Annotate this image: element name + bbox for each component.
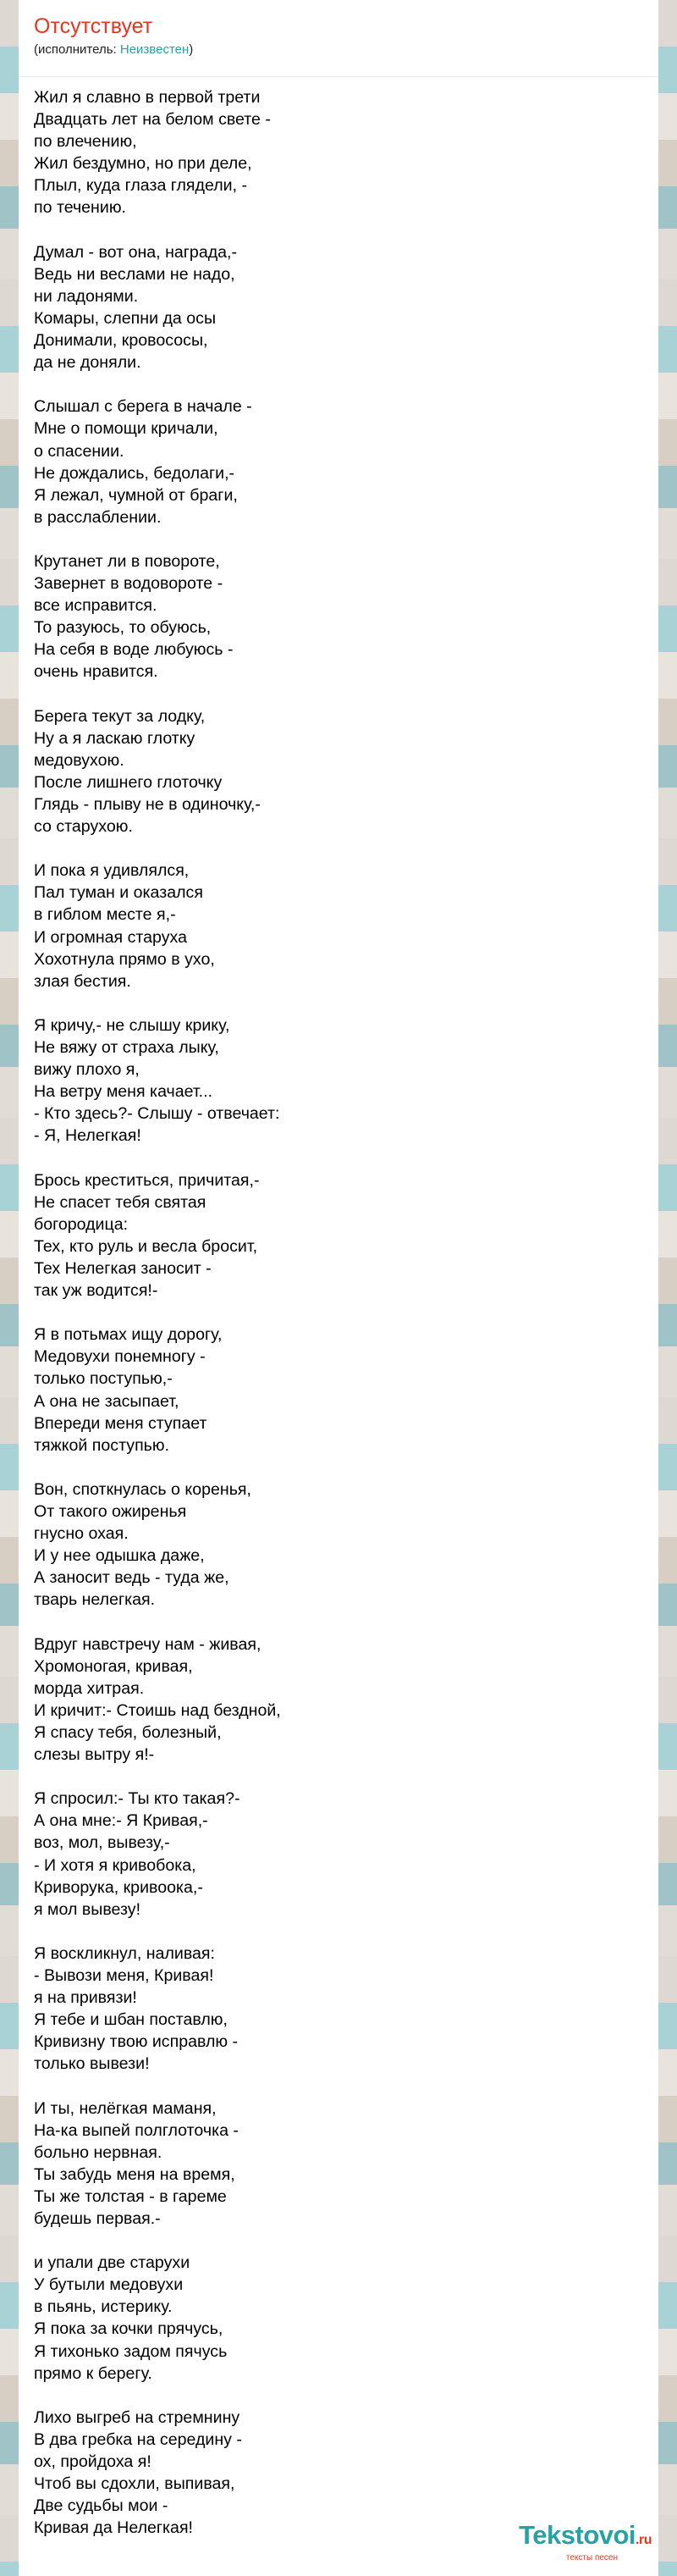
logo-tagline: тексты песен xyxy=(565,2553,618,2562)
song-title: Отсутствует xyxy=(34,14,153,38)
lyrics-text: Жил я славно в первой трети Двадцать лет на белом свете - по влечению, Жил бездумно, но при деле, Плыл, куда глаза глядели, - по течению. Думал - вот она, награда,- Ведь ни веслами не надо, ни ладонями. Комары, слепни да осы Донимали, кровососы, да не доняли. Слышал с берега в начале - Мне о помощи кричали, о спасении. Не дождались, бедолаги,- Я лежал, чумной от браги, в расслаблении. Крутанет ли в повороте, Завернет в водовороте - все исправится. То разуюсь, то обуюсь, На себя в воде любуюсь - очень нравится. Берега текут за лодку, Ну а я ласкаю глотку медовухою. После лишнего глоточку Глядь - плыву не в одиночку,- со старухою. И пока я удивлялся, Пал туман и оказался в гиблом месте я,- И огромная старуха Хохотнула прямо в ухо, злая бестия. Я кричу,- не слышу крику, Не вяжу от страха лыку, вижу плохо я, На ветру меня качает... - Кто здесь?- Слышу - отвечает: - Я, Нелегкая! Брось креститься, причитая,- Не спасет тебя святая богородица: Тех, кто руль и весла бросит, Тех Нелегкая заносит - так уж водится!- Я в потьмах ищу дорогу, Медовухи понемногу - только поступью,- А она не засыпает, Впереди меня ступает тяжкой поступью. Вон, споткнулась о коренья, От такого ожиренья гнусно охая. И у нее одышка даже, А заносит ведь - туда же, тварь нелегкая. Вдруг навстречу нам - живая, Хромоногая, кривая, морда хитрая. И кричит:- Стоишь над бездной, Я спасу тебя, болезный, слезы вытру я!- Я спросил:- Ты кто такая?- А она мне:- Я Кривая,- воз, мол, вывезу,- - И хотя я кривобока, Криворука, кривоока,- я мол вывезу! Я воскликнул, наливая: - Вывози меня, Кривая! я на привязи! Я тебе и шбан поставлю, Кривизну твою исправлю - только вывези! И ты, нелёгкая маманя, На-ка выпей полглоточка - больно нервная. Ты забудь меня на время, Ты же толстая - в гареме будешь первая.- и упали две старухи У бутыли медовухи в пьянь, истерику. Я пока за кочки прячусь, Я тихонько задом пячусь прямо к берегу. Лихо выгреб на стремнину В два гребка на середину - ох, пройдоха я! Чтоб вы сдохли, выпивая, Две судьбы мои - Кривая да Нелегкая! xyxy=(34,88,281,2538)
site-logo[interactable] xyxy=(519,2522,652,2563)
logo-wordmark xyxy=(519,2522,652,2554)
header-divider xyxy=(19,76,658,77)
artist-prefix: (исполнитель: xyxy=(34,42,120,57)
logo-domain: .ru xyxy=(636,2533,652,2547)
logo-name: Tekstovoi xyxy=(519,2520,636,2550)
artist-suffix: ) xyxy=(189,42,194,57)
artist-link[interactable]: Неизвестен xyxy=(119,42,190,57)
artist-line xyxy=(34,42,193,58)
